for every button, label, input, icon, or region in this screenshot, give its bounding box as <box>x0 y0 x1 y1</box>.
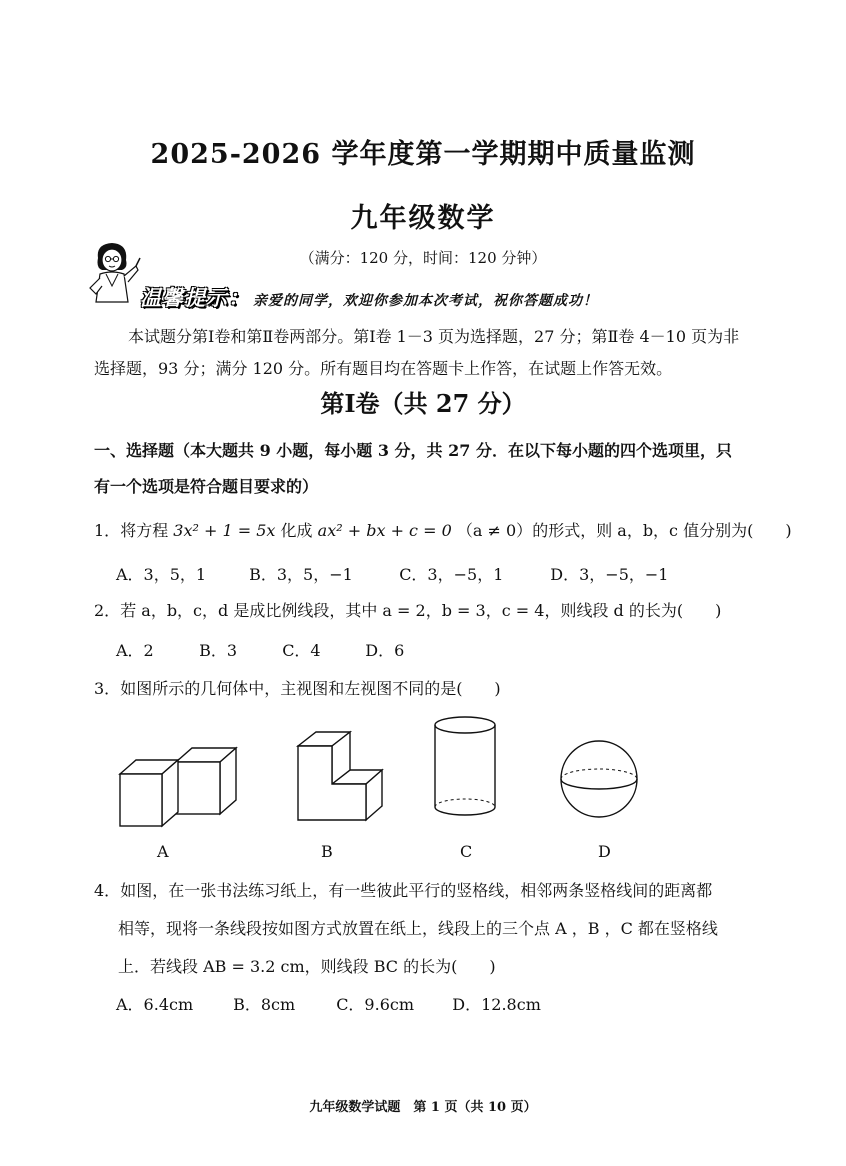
question-4-options <box>116 992 541 1015</box>
question-2-options <box>116 638 404 661</box>
option-c[interactable]: C．9.6cm <box>336 995 415 1014</box>
figure-b-l-shape <box>290 728 390 824</box>
question-4-line-3: 上．若线段 AB = 3.2 cm，则线段 BC 的长为( ) <box>118 957 496 976</box>
question-number: 1． <box>94 521 121 540</box>
score-time-info: （满分：120 分，时间：120 分钟） <box>299 249 547 267</box>
figure-c-cylinder <box>428 712 502 822</box>
question-text: 的形式，则 a，b，c 值分别为( ) <box>532 521 792 540</box>
option-a[interactable]: A．2 <box>116 641 154 660</box>
section-title: 第Ⅰ卷（共 27 分） <box>320 389 526 418</box>
teacher-cartoon-icon <box>84 240 142 304</box>
condition: （a ≠ 0） <box>456 521 533 540</box>
part-heading-line-2: 有一个选项是符合题目要求的） <box>94 477 319 496</box>
option-a[interactable]: A．3，5，1 <box>116 565 207 584</box>
intro-line-2: 选择题，93 分；满分 120 分。所有题目均在答题卡上作答，在试题上作答无效。 <box>94 359 673 378</box>
question-2 <box>94 598 721 621</box>
figure-a-two-cubes <box>112 740 242 832</box>
exam-title: 2025-2026 学年度第一学期期中质量监测 <box>150 139 696 170</box>
exam-subtitle: 九年级数学 <box>350 203 496 234</box>
question-4-line-2: 相等，现将一条线段按如图方式放置在纸上，线段上的三个点 A ，B ，C 都在竖格线 <box>118 919 718 938</box>
option-c[interactable]: C．4 <box>282 641 321 660</box>
figure-label-b[interactable]: B <box>321 842 333 861</box>
tip-label: 温馨提示： <box>140 285 250 310</box>
question-1 <box>94 518 792 541</box>
tip-text: 亲爱的同学，欢迎你参加本次考试，祝你答题成功！ <box>253 293 598 309</box>
part-heading-line-1: 一、选择题（本大题共 9 小题，每小题 3 分，共 27 分．在以下每小题的四个选项里，只 <box>94 441 732 460</box>
figure-label-c[interactable]: C <box>460 842 473 861</box>
question-number: 3． <box>94 679 121 698</box>
question-number: 2． <box>94 601 121 620</box>
figure-label-d[interactable]: D <box>598 842 611 861</box>
option-d[interactable]: D．3，−5，−1 <box>550 565 669 584</box>
question-text: 如图所示的几何体中，主视图和左视图不同的是( ) <box>120 679 501 698</box>
page-footer: 九年级数学试题 第 1 页（共 10 页） <box>309 1100 537 1115</box>
question-4-line-1 <box>94 878 712 901</box>
option-b[interactable]: B．3 <box>199 641 238 660</box>
question-text: 将方程 <box>120 521 169 540</box>
question-text: 如图，在一张书法练习纸上，有一些彼此平行的竖格线，相邻两条竖格线间的距离都 <box>120 881 713 900</box>
question-1-options <box>116 562 668 585</box>
option-b[interactable]: B．3，5，−1 <box>249 565 353 584</box>
figure-d-sphere <box>556 736 642 822</box>
intro-line-1: 本试题分第Ⅰ卷和第Ⅱ卷两部分。第Ⅰ卷 1－3 页为选择题，27 分；第Ⅱ卷 4－10 页为非 <box>128 327 740 346</box>
option-d[interactable]: D．12.8cm <box>452 995 541 1014</box>
option-a[interactable]: A．6.4cm <box>116 995 194 1014</box>
option-c[interactable]: C．3，−5，1 <box>399 565 504 584</box>
option-d[interactable]: D．6 <box>365 641 405 660</box>
equation: ax² + bx + c = 0 <box>317 521 452 540</box>
equation: 3x² + 1 = 5x <box>173 521 276 540</box>
question-number: 4． <box>94 881 121 900</box>
question-3 <box>94 676 501 699</box>
question-text: 若 a，b，c，d 是成比例线段，其中 a = 2，b = 3，c = 4，则线段 d 的长为( ) <box>120 601 722 620</box>
figure-label-a[interactable]: A <box>157 842 169 861</box>
question-text: 化成 <box>280 521 313 540</box>
option-b[interactable]: B．8cm <box>233 995 296 1014</box>
